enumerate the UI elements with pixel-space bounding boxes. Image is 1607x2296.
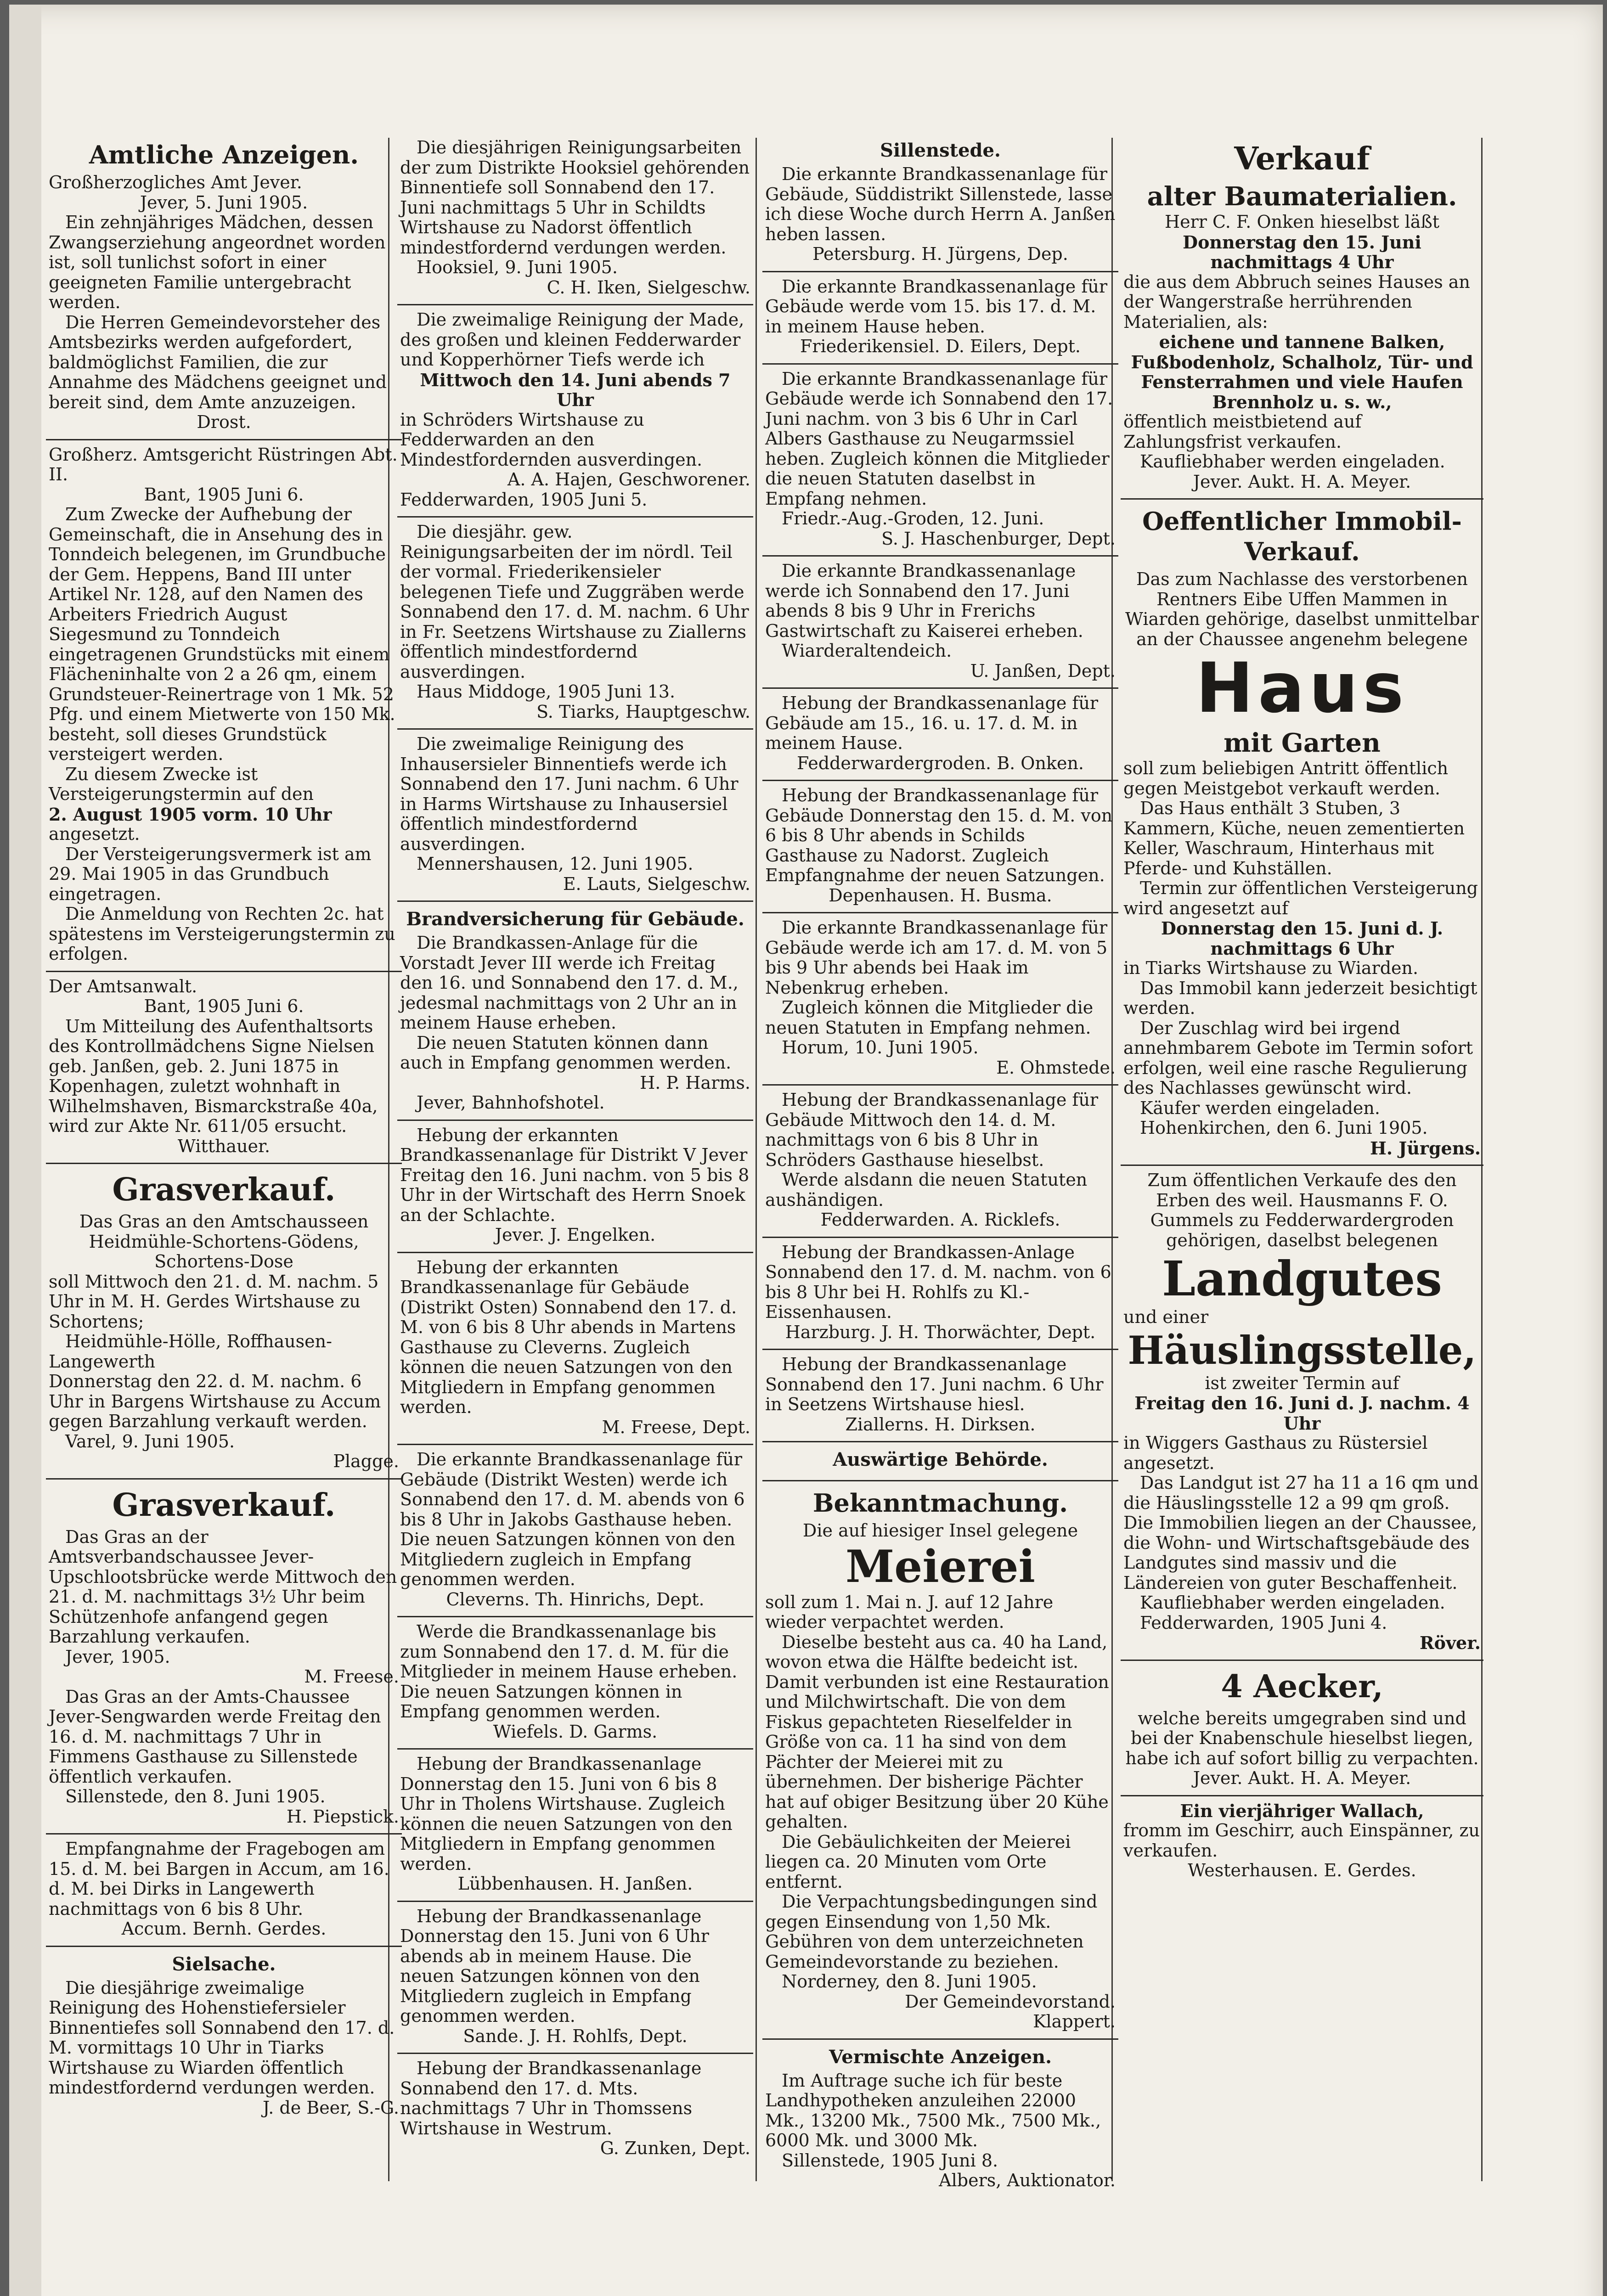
notice-text: Jever, 5. Juni 1905.	[140, 192, 308, 213]
notice-text: Hebung der Brandkassenanlage Donnerstag den 15. Juni von 6 Uhr abends ab in meinem Hause. Die neuen Satzungen können von den Mitgliedern zugleich in Empfang genommen werden.	[400, 1906, 709, 2026]
notice-text: Donnerstag den 15. Juni d. J. nachmittags 6 Uhr	[1161, 918, 1443, 959]
notice-text: Der Gemeindevorstand.	[905, 1991, 1116, 2012]
notice	[762, 687, 1118, 780]
notice	[762, 912, 1118, 1084]
notice-text: Cleverns. Th. Hinrichs, Dept.	[446, 1589, 705, 1609]
notice	[1121, 140, 1483, 498]
notice-text: Sillenstede, 1905 Juni 8.	[782, 2150, 998, 2171]
notice-text: Zum öffentlichen Verkaufe des den Erben des weil. Hausmanns F. O. Gummels zu Fedderwardergroden gehörigen, daselbst belegenen	[1147, 1170, 1457, 1250]
notice-text: ist zweiter Termin auf	[1205, 1373, 1399, 1393]
notice-text: Herr C. F. Onken hieselbst läßt	[1164, 212, 1440, 232]
notice-text: Witthauer.	[177, 1136, 271, 1156]
notice-text: Hebung der Brandkassenanlage für Gebäude Mittwoch den 14. d. M. nachmittags von 6 bis 8 Uhr in Schröders Gasthause hieselbst.	[765, 1090, 1099, 1170]
notice	[762, 555, 1118, 687]
notice-title: Sillenstede.	[880, 140, 1001, 161]
notice-text: G. Zunken, Dept.	[600, 2138, 750, 2158]
notice-text: Horum, 10. Juni 1905.	[782, 1037, 979, 1058]
notice	[1121, 498, 1483, 1165]
column-3	[762, 138, 1118, 2227]
notice-text: soll zum beliebigen Antritt öffentlich gegen Meistgebot verkauft werden.	[1123, 758, 1449, 799]
notice-text: Werde alsdann die neuen Statuten aushändigen.	[765, 1170, 1088, 1210]
notice-text: Der Zuschlag wird bei irgend annehmbarem Gebote im Termin sofort erfolgen, weil eine rasche Regulierung des Nachlasses gewünscht wird.	[1123, 1018, 1473, 1098]
notice	[762, 2038, 1118, 2197]
notice-text: Hebung der Brandkassenanlage für Gebäude am 15., 16. u. 17. d. M. in meinem Hause.	[765, 693, 1099, 753]
notice-text: E. Lauts, Sielgeschw.	[563, 873, 750, 894]
notice-title: Sielsache.	[172, 1953, 276, 1975]
notice-title: Brandversicherung für Gebäude.	[406, 908, 744, 930]
notice-text: Haus	[1195, 648, 1409, 728]
notice	[46, 439, 402, 971]
notice	[46, 971, 402, 1163]
notice-text: E. Ohmstede.	[996, 1057, 1116, 1078]
notice-text: angesetzt.	[49, 824, 140, 844]
notice-text: H. Jürgens.	[1370, 1137, 1481, 1159]
notice-title: Oeffentlicher Immobil-Verkauf.	[1142, 506, 1462, 566]
notice-text: Werde die Brandkassenanlage bis zum Sonnabend den 17. d. M. für die Mitglieder in meinem Hause erheben. Die neuen Satzungen können in Empfang genommen werden.	[400, 1621, 738, 1722]
notice	[1121, 1165, 1483, 1660]
notice	[46, 1478, 402, 1834]
notice-text: Die zweimalige Reinigung des Inhausersieler Binnentiefs werde ich Sonnabend den 17. Juni nachm. 6 Uhr in Harms Wirtshause zu Inhausersiel öffentlich mindestfordernd ausverdingen.	[400, 734, 739, 854]
notice-text: Der Versteigerungsvermerk ist am 29. Mai 1905 in das Grundbuch eingetragen.	[49, 844, 372, 904]
notice-text: Drost.	[197, 412, 251, 432]
notice-text: Die Verpachtungsbedingungen sind gegen Einsendung von 1,50 Mk. Gebühren von dem unterzeichneten Gemeindevorstande zu beziehen.	[765, 1891, 1098, 1972]
notice-text: Accum. Bernh. Gerdes.	[121, 1919, 327, 1939]
notice-text: Zugleich können die Mitglieder die neuen Statuten in Empfang nehmen.	[765, 997, 1094, 1038]
notice-text: Sillenstede, den 8. Juni 1905.	[65, 1786, 326, 1806]
notice-text: Die erkannte Brandkassenanlage werde ich Sonnabend den 17. Juni abends 8 bis 9 Uhr in Frerichs Gastwirtschaft zu Kaiserei erheben.	[765, 561, 1083, 641]
notice-text: Sande. J. H. Rohlfs, Dept.	[463, 2026, 688, 2046]
notice	[762, 1441, 1118, 1480]
notice-text: Das Gras an der Amtsverbandschaussee Jever-Upschlootsbrücke werde Mittwoch den 21. d. M. nachmittags 3½ Uhr beim Schützenhofe anfangend gegen Barzahlung verkaufen.	[49, 1526, 397, 1647]
notice-text: Die neuen Statuten können dann auch in Empfang genommen werden.	[400, 1032, 732, 1073]
notice-title: Grasverkauf.	[112, 1171, 336, 1208]
notice-text: Röver.	[1420, 1632, 1481, 1653]
notice-text: eichene und tannene Balken, Fußbodenholz, Schalholz, Tür- und Fensterrahmen und viele Haufen Brennholz u. s. w.,	[1131, 332, 1473, 412]
notice-text: fromm im Geschirr, auch Einspänner, zu verkaufen.	[1123, 1820, 1480, 1861]
notice	[762, 363, 1118, 556]
notice-text: Der Amtsanwalt.	[49, 976, 197, 996]
notice	[397, 304, 753, 516]
notice-text: S. Tiarks, Hauptgeschw.	[536, 701, 750, 722]
notice-text: Hebung der Brandkassenanlage für Gebäude Donnerstag den 15. d. M. von 6 bis 8 Uhr abends in Schilds Gasthause zu Nadorst. Zugleich Empfangnahme der neuen Satzungen.	[765, 785, 1113, 885]
notice-title: Auswärtige Behörde.	[833, 1449, 1048, 1470]
notice	[397, 2053, 753, 2165]
notice-text: Kaufliebhaber werden eingeladen.	[1140, 1593, 1445, 1613]
notice-text: Varel, 9. Juni 1905.	[65, 1431, 235, 1452]
notice-text: Landgutes	[1162, 1250, 1442, 1307]
notice-text: die aus dem Abbruch seines Hauses an der Wangerstraße herrührenden Materialien, als:	[1123, 271, 1470, 332]
notice-text: Jever, Bahnhofshotel.	[417, 1092, 605, 1113]
notice-text: Hebung der Brandkassen-Anlage Sonnabend den 17. d. M. nachm. von 6 bis 8 Uhr bei H. Rohlfs zu Kl.-Eissenhausen.	[765, 1242, 1111, 1322]
notice	[762, 1480, 1118, 2038]
notice	[762, 271, 1118, 363]
notice-text: Die Anmeldung von Rechten 2c. hat spätestens im Versteigerungstermin zu erfolgen.	[49, 904, 395, 964]
notice-text: Das Gras an den Amtschausseen Heidmühle-Schortens-Gödens, Schortens-Dose	[79, 1211, 369, 1272]
notice	[397, 1444, 753, 1616]
page-gutter	[9, 5, 41, 2296]
notice-text: Die diesjährige zweimalige Reinigung des Hohenstiefersieler Binnentiefes soll Sonnabend den 17. d. M. vormittags 10 Uhr in Tiarks Wirtshause zu Wiarden öffentlich mindestfordernd verdungen werden.	[49, 1977, 395, 2098]
notice-title: Vermischte Anzeigen.	[829, 2046, 1052, 2068]
notice-text: Albers, Auktionator.	[939, 2170, 1116, 2190]
notice-text: Ziallerns. H. Dirksen.	[845, 1414, 1036, 1435]
notice-text: Hebung der Brandkassenanlage Sonnabend den 17. d. Mts. nachmittags 7 Uhr in Thomssens Wirtshause in Westrum.	[400, 2058, 702, 2138]
notice-text: Großherzogliches Amt Jever.	[49, 172, 302, 192]
notice-text: Die erkannte Brandkassenanlage für Gebäude werde ich am 17. d. M. von 5 bis 9 Uhr abends bei Haak im Nebenkrug erheben.	[765, 917, 1108, 998]
notice-text: Termin zur öffentlichen Versteigerung wird angesetzt auf	[1123, 878, 1478, 918]
notice	[397, 1252, 753, 1444]
notice-text: Die erkannte Brandkassenanlage für Gebäude werde ich Sonnabend den 17. Juni nachm. von 3 bis 6 Uhr in Carl Albers Gasthause zu Neugarmssiel heben. Zugleich können die Mitglieder die neuen Statuten daselbst in Empfang nehmen.	[765, 368, 1113, 509]
notice	[1121, 1660, 1483, 1795]
notice-text: Freitag den 16. Juni d. J. nachm. 4 Uhr	[1134, 1393, 1470, 1434]
notice-text: S. J. Haschenburger, Dept.	[881, 528, 1116, 549]
notice-text: Mennershausen, 12. Juni 1905.	[417, 854, 694, 874]
notice-text: Harzburg. J. H. Thorwächter, Dept.	[785, 1322, 1096, 1342]
column-2	[397, 138, 753, 2227]
notice-text: Donnerstag den 22. d. M. nachm. 6 Uhr in Bargens Wirtshause zu Accum gegen Barzahlung verkauft werden.	[49, 1371, 381, 1431]
notice-text: Die erkannte Brandkassenanlage für Gebäude werde vom 15. bis 17. d. M. in meinem Hause heben.	[765, 276, 1108, 337]
notice-text: Lübbenhausen. H. Janßen.	[457, 1874, 693, 1894]
notice	[46, 1946, 402, 2125]
notice-text: Das Haus enthält 3 Stuben, 3 Kammern, Küche, neuen zementierten Keller, Waschraum, Hinterhaus mit Pferde- und Kuhställen.	[1123, 798, 1465, 878]
notice-text: Haus Middoge, 1905 Juni 13.	[417, 681, 676, 702]
notice-text: in Tiarks Wirtshause zu Wiarden.	[1123, 958, 1419, 978]
notice-text: Jever. Aukt. H. A. Meyer.	[1193, 471, 1411, 492]
notice-text: U. Janßen, Dept.	[970, 660, 1116, 681]
notice-text: Die Herren Gemeindevorsteher des Amtsbezirks werden aufgefordert, baldmöglichst Familien, die zur Annahme des Mädchens geeignet und bereit sind, dem Amte anzuzeigen.	[49, 312, 387, 412]
notice-text: M. Freese, Dept.	[602, 1417, 750, 1437]
notice-title: Bekanntmachung.	[812, 1488, 1068, 1518]
notice-text: M. Freese.	[304, 1666, 399, 1687]
notice-text: Um Mitteilung des Aufenthaltsorts des Kontrollmädchens Signe Nielsen geb. Janßen, geb. 2. Juni 1875 in Kopenhagen, zuletzt wohnhaft in Wilhelmshaven, Bismarckstraße 40a, wird zur Akte Nr. 611/05 ersucht.	[49, 1016, 378, 1136]
notice-text: H. Piepstick.	[286, 1806, 399, 1827]
notice-text: Fedderwarden, 1905 Juni 5.	[400, 489, 648, 510]
notice	[762, 1237, 1118, 1349]
notice-text: Großherz. Amtsgericht Rüstringen Abt. II.	[49, 444, 398, 484]
notice-text: Fedderwardergroden. B. Onken.	[797, 753, 1084, 773]
notice-text: Heidmühle-Hölle, Roffhausen-Langewerth	[49, 1331, 332, 1372]
notice-text: Häuslingsstelle,	[1128, 1327, 1477, 1373]
notice-text: H. P. Harms.	[640, 1072, 750, 1093]
notice	[397, 1901, 753, 2053]
notice-text: welche bereits umgegraben sind und bei der Knabenschule hieselbst liegen, habe ich auf sofort billig zu verpachten.	[1125, 1708, 1479, 1768]
notice-text: Die diesjähr. gew. Reinigungsarbeiten der im nördl. Teil der vormal. Friederikensieler belegenen Tiefe und Zuggräben werde Sonnabend den 17. d. M. nachm. 6 Uhr in Fr. Seetzens Wirtshause zu Ziallerns öffentlich mindestfordernd ausverdingen.	[400, 522, 749, 682]
notice	[46, 1163, 402, 1478]
notice	[397, 1616, 753, 1748]
notice	[397, 138, 753, 304]
notice-text: Das Immobil kann jederzeit besichtigt werden.	[1123, 978, 1477, 1018]
notice	[762, 1084, 1118, 1237]
notice	[397, 900, 753, 1120]
notice-text: Bant, 1905 Juni 6.	[144, 484, 304, 505]
notice-text: Klappert.	[1033, 2011, 1116, 2032]
notice-text: Fedderwarden. A. Ricklefs.	[820, 1210, 1060, 1230]
notice-text: Empfangnahme der Fragebogen am 15. d. M. bei Bargen in Accum, am 16. d. M. bei Dirks in Langewerth nachmittags von 6 bis 8 Uhr.	[49, 1839, 389, 1919]
notice-text: Jever. Aukt. H. A. Meyer.	[1193, 1768, 1411, 1788]
notice-text: und einer	[1123, 1307, 1209, 1327]
notice	[397, 728, 753, 900]
notice-text: Hebung der Brandkassenanlage Donnerstag den 15. Juni von 6 bis 8 Uhr in Tholens Wirtshause. Zugleich können die neuen Satzungen von den Mitgliedern in Empfang genommen werden.	[400, 1754, 733, 1874]
notice-text: Meierei	[845, 1540, 1035, 1593]
notice-text: Depenhausen. H. Busma.	[829, 885, 1052, 906]
notice-text: Ein vierjähriger Wallach,	[1180, 1800, 1424, 1821]
notice-title: Grasverkauf.	[112, 1486, 336, 1524]
notice-text: mit Garten	[1224, 728, 1381, 758]
notice-text: soll Mittwoch den 21. d. M. nachm. 5 Uhr in M. H. Gerdes Wirtshause zu Schortens;	[49, 1271, 379, 1332]
notice-text: C. H. Iken, Sielgeschw.	[547, 277, 750, 298]
notice-text: Mittwoch den 14. Juni abends 7 Uhr	[420, 369, 731, 410]
notice-text: Die erkannte Brandkassenanlage für Gebäude, Süddistrikt Sillenstede, lasse ich diese Woche durch Herrn A. Janßen heben lassen.	[765, 164, 1116, 244]
notice-text: Petersburg. H. Jürgens, Dep.	[812, 244, 1068, 264]
notice	[46, 1833, 402, 1946]
notice-text: Donnerstag den 15. Juni nachmittags 4 Uhr	[1183, 231, 1421, 272]
notice-text: Die auf hiesiger Insel gelegene	[802, 1520, 1078, 1541]
notice-text: Die erkannte Brandkassenanlage für Gebäude (Distrikt Westen) werde ich Sonnabend den 17. d. M. abends von 6 bis 8 Uhr in Jakobs Gasthause heben. Die neuen Satzungen können von den Mitgliedern zugleich in Empfang genommen werden.	[400, 1449, 745, 1589]
notice-text: Friederikensiel. D. Eilers, Dept.	[800, 336, 1081, 356]
notice-text: Ein zehnjähriges Mädchen, dessen Zwangserziehung angeordnet worden ist, soll tunlichst sofort in einer geeigneten Familie untergebracht werden.	[49, 212, 386, 312]
notice-text: 2. August 1905 vorm. 10 Uhr	[49, 804, 332, 825]
notice-text: Dieselbe besteht aus ca. 40 ha Land, wovon etwa die Hälfte bedeicht ist. Damit verbunden ist eine Restauration und Milchwirtschaft. Die von dem Fiskus gepachteten Rieselfelder in Größe von ca. 11 ha sind von dem Pächter der Meierei mit zu übernehmen. Der bisherige Pächter hat auf obiger Besitzung über 20 Kühe gehalten.	[765, 1632, 1109, 1832]
notice-text: Kaufliebhaber werden eingeladen.	[1140, 451, 1445, 472]
column-rule	[756, 138, 757, 2181]
notice-text: Die Gebäulichkeiten der Meierei liegen ca. 20 Minuten vom Orte entfernt.	[765, 1831, 1071, 1892]
notice-text: Die zweimalige Reinigung der Made, des großen und kleinen Fedderwarder und Kopperhörner Tiefs werde ich	[400, 310, 744, 370]
notice-text: Hebung der erkannten Brandkassenanlage für Distrikt V Jever Freitag den 16. Juni nachm. von 5 bis 8 Uhr in der Wirtschaft des Herrn Snoek an der Schlachte.	[400, 1125, 750, 1225]
notice-text: Hooksiel, 9. Juni 1905.	[417, 257, 618, 277]
notice-text: Hebung der erkannten Brandkassenanlage für Gebäude (Distrikt Osten) Sonnabend den 17. d. M. von 6 bis 8 Uhr abends in Martens Gasthause zu Cleverns. Zugleich können die neuen Satzungen von den Mitgliedern in Empfang genommen werden.	[400, 1257, 737, 1417]
notice-text: Friedr.-Aug.-Groden, 12. Juni.	[782, 508, 1044, 529]
notice-text: Das Landgut ist 27 ha 11 a 16 qm und die Häuslingsstelle 12 a 99 qm groß. Die Immobilien liegen an der Chaussee, die Wohn- und Wirtschaftsgebäude des Landgutes sind massiv und die Ländereien von guter Beschaffenheit.	[1123, 1473, 1479, 1593]
notice-text: Jever, 1905.	[65, 1646, 170, 1667]
notice-title: Verkauf	[1234, 141, 1370, 177]
notice-text: alter Baumaterialien.	[1147, 181, 1457, 212]
notice-text: Bant, 1905 Juni 6.	[144, 996, 304, 1016]
notice	[397, 1120, 753, 1252]
notice	[46, 140, 402, 439]
notice-text: Wiarderaltendeich.	[782, 641, 952, 661]
column-1	[46, 138, 402, 2227]
notice	[397, 516, 753, 728]
notice-title: 4 Aecker,	[1221, 1668, 1383, 1705]
notice-text: Plagge.	[333, 1451, 399, 1471]
notice-text: Im Auftrage suche ich für beste Landhypotheken anzuleihen 22000 Mk., 13200 Mk., 7500 Mk., 7500 Mk., 6000 Mk. und 3000 Mk.	[765, 2070, 1101, 2150]
notice-text: öffentlich meistbietend auf Zahlungsfrist verkaufen.	[1123, 411, 1362, 452]
notice	[762, 140, 1118, 271]
notice	[397, 1748, 753, 1901]
notice-text: in Schröders Wirtshause zu Fedderwarden an den Mindestfordernden ausverdingen.	[400, 409, 703, 470]
notice	[762, 780, 1118, 912]
notice-text: Hebung der Brandkassenanlage Sonnabend den 17. Juni nachm. 6 Uhr in Seetzens Wirtshause hiesl.	[765, 1354, 1104, 1414]
notice-text: Das Gras an der Amts-Chaussee Jever-Sengwarden werde Freitag den 16. d. M. nachmittags 7 Uhr in Fimmens Gasthause zu Sillenstede öffentlich verkaufen.	[49, 1686, 381, 1787]
notice-text: Westerhausen. E. Gerdes.	[1188, 1860, 1416, 1880]
notice	[762, 1349, 1118, 1441]
notice-text: Norderney, den 8. Juni 1905.	[782, 1971, 1037, 1992]
notice-text: Zum Zwecke der Aufhebung der Gemeinschaft, die in Ansehung des in Tonndeich belegenen, im Grundbuche der Gem. Heppens, Band III unter Artikel Nr. 128, auf den Namen des Arbeiters Friedrich August Siegesmund zu Tonndeich eingetragenen Grundstücks mit einem Flächeninhalte von 2 a 26 qm, einem Grundsteuer-Reinertrage von 1 Mk. 52 Pfg. und einem Mietwerte von 150 Mk. besteht, soll dieses Grundstück versteigert werden.	[49, 504, 395, 764]
notice-text: Hohenkirchen, den 6. Juni 1905.	[1140, 1118, 1428, 1138]
notice-text: Fedderwarden, 1905 Juni 4.	[1140, 1612, 1387, 1633]
notice	[1121, 1795, 1483, 1887]
notice-text: Die Brandkassen-Anlage für die Vorstadt Jever III werde ich Freitag den 16. und Sonnabend den 17. d. M., jedesmal nachmittags von 2 Uhr an in meinem Hause erheben.	[400, 933, 739, 1033]
notice-text: Zu diesem Zwecke ist Versteigerungstermin auf den	[49, 764, 314, 804]
notice-text: Käufer werden eingeladen.	[1140, 1097, 1380, 1118]
notice-text: J. de Beer, S.-G.	[262, 2097, 399, 2118]
notice-text: A. A. Hajen, Geschworener.	[507, 469, 750, 490]
notice-text: Das zum Nachlasse des verstorbenen Rentners Eibe Uffen Mammen in Wiarden gehörige, daselbst unmittelbar an der Chaussee angenehm belegene	[1125, 569, 1479, 649]
column-4	[1121, 138, 1483, 2227]
notice-text: in Wiggers Gasthaus zu Rüstersiel angesetzt.	[1123, 1433, 1428, 1473]
notice-text: soll zum 1. Mai n. J. auf 12 Jahre wieder verpachtet werden.	[765, 1592, 1054, 1632]
notice-text: Die diesjährigen Reinigungsarbeiten der zum Distrikte Hooksiel gehörenden Binnentiefe soll Sonnabend den 17. Juni nachmittags 5 Uhr in Schildts Wirtshause zu Nadorst öffentlich mindestfordernd verdungen werden.	[400, 138, 750, 258]
notice-title: Amtliche Anzeigen.	[89, 140, 359, 169]
notice-text: Wiefels. D. Garms.	[493, 1721, 658, 1742]
notice-text: Jever. J. Engelken.	[495, 1225, 656, 1245]
